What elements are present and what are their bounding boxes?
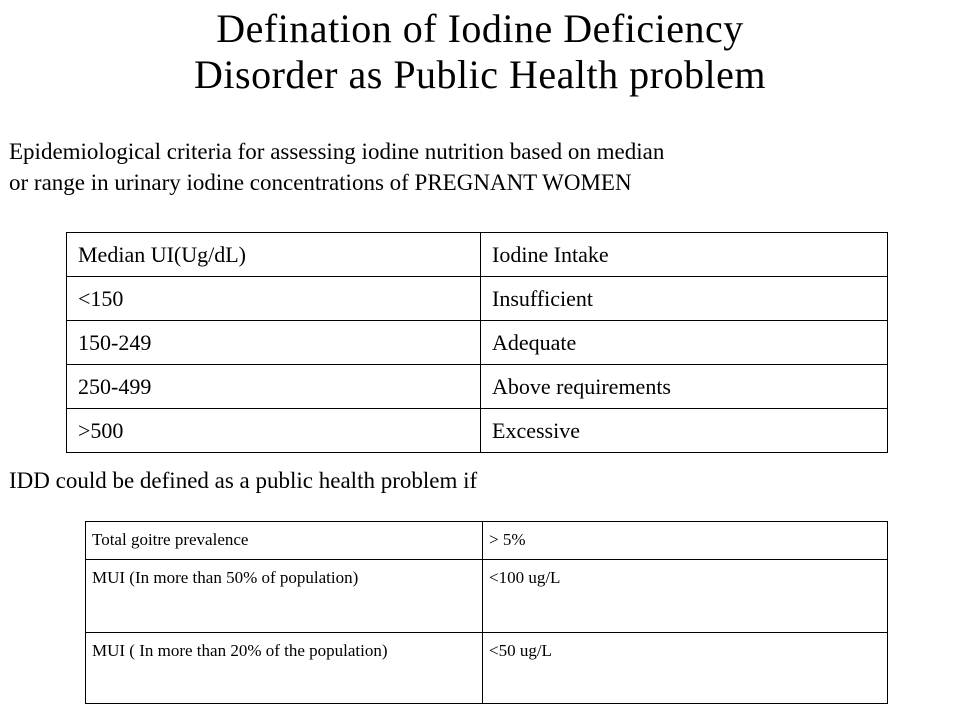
title-line-1: Defination of Iodine Deficiency (216, 6, 744, 51)
threshold-cell: <100 ug/L (483, 560, 888, 633)
indicator-cell: Total goitre prevalence (86, 522, 483, 560)
table-header-row (67, 233, 888, 277)
median-ui-cell: >500 (67, 409, 481, 453)
intro-text (9, 136, 949, 198)
intro-line-1: Epidemiological criteria for assessing iodine nutrition based on median (9, 139, 665, 164)
median-ui-cell: <150 (67, 277, 481, 321)
iodine-intake-cell: Adequate (481, 321, 888, 365)
idd-statement: IDD could be defined as a public health problem if (9, 468, 478, 493)
header-iodine-intake: Iodine Intake (481, 233, 888, 277)
median-ui-cell: 250-499 (67, 365, 481, 409)
median-ui-cell: 150-249 (67, 321, 481, 365)
iodine-intake-cell: Above requirements (481, 365, 888, 409)
iodine-intake-cell: Excessive (481, 409, 888, 453)
table-row (67, 321, 888, 365)
threshold-cell: > 5% (483, 522, 888, 560)
table-row (86, 633, 888, 704)
table-row (86, 522, 888, 560)
title-line-2: Disorder as Public Health problem (194, 52, 766, 97)
public-health-criteria-table (85, 521, 888, 704)
iodine-criteria-table (66, 232, 888, 453)
threshold-cell: <50 ug/L (483, 633, 888, 704)
intro-line-2: or range in urinary iodine concentrations of PREGNANT WOMEN (9, 170, 632, 195)
slide-title (0, 6, 960, 98)
header-median-ui: Median UI(Ug/dL) (67, 233, 481, 277)
table-row (86, 560, 888, 633)
iodine-intake-cell: Insufficient (481, 277, 888, 321)
indicator-cell: MUI (In more than 50% of population) (86, 560, 483, 633)
table-row (67, 409, 888, 453)
indicator-cell: MUI ( In more than 20% of the population) (86, 633, 483, 704)
table-row (67, 365, 888, 409)
table-row (67, 277, 888, 321)
